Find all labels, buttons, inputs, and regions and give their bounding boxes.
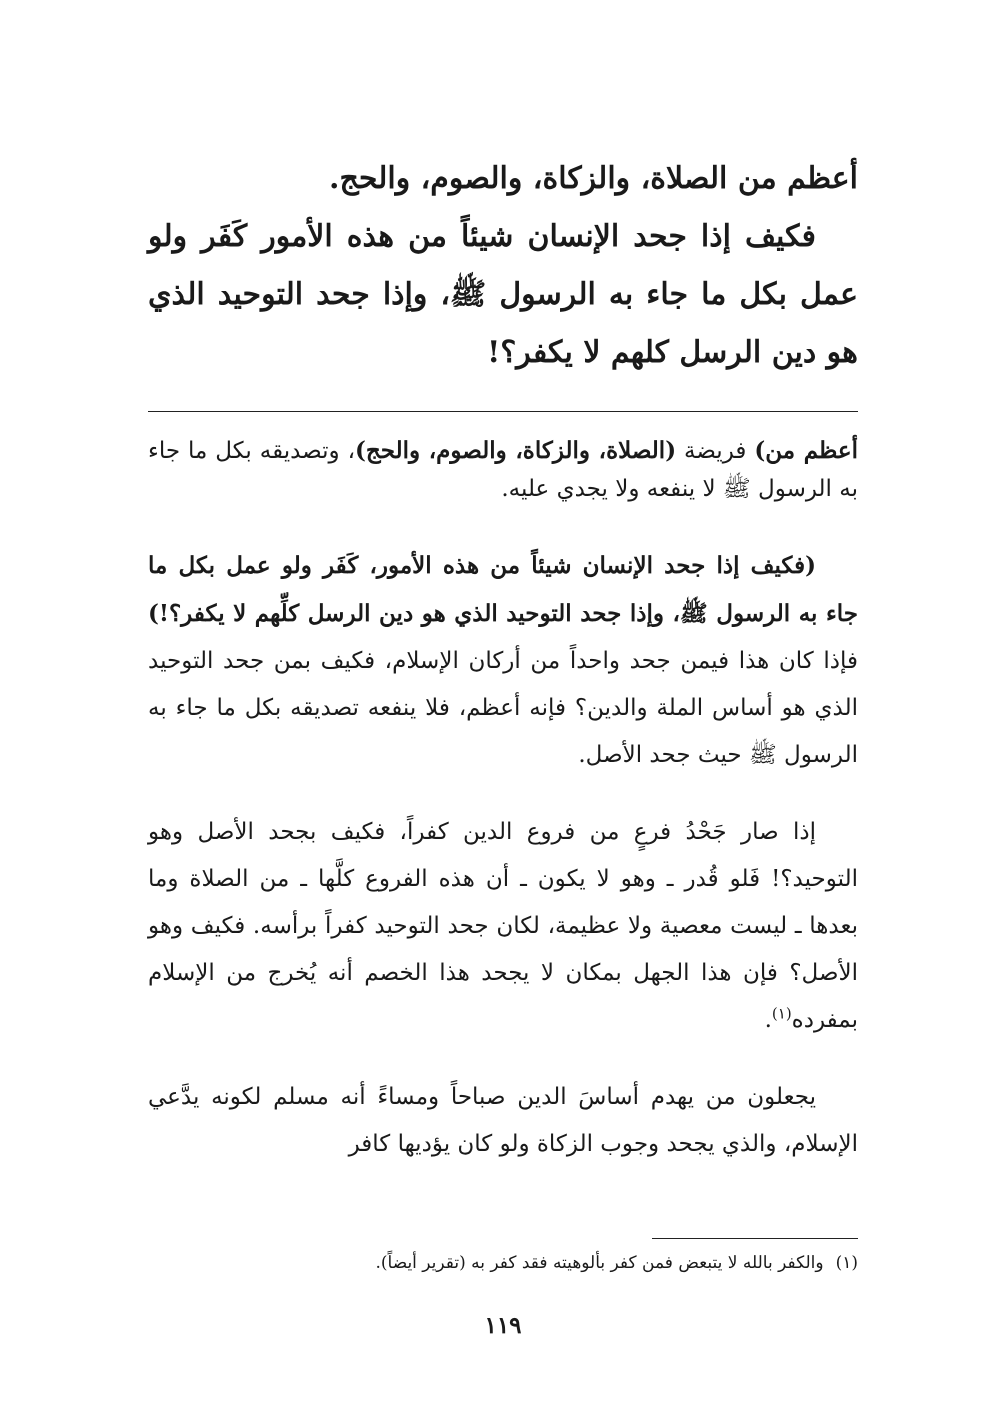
quoted-matn: (الصلاة، والزكاة، والصوم، والحج) [355, 437, 677, 464]
commentary-text: فريضة [676, 438, 755, 464]
commentary-text: إذا صار جَحْدُ فرعٍ من فروع الدين كفراً، فكيف بجحد الأصل وهو التوحيد؟! فَلو قُدر ـ وهو لا يكون ـ أن هذه الفروع كلَّها ـ من الصلاة وما بعدها ـ ليست معصية ولا عظيمة، لكان جحد التوحيد كفراً برأسه. فكيف وهو الأصل؟ فإن هذا الجهل بمكان لا يجحد هذا الخصم أنه يُخرج من الإسلام بمفرده [148, 819, 858, 1033]
quoted-matn: (فكيف إذا جحد الإنسان شيئاً من هذه الأمور، كَفَر ولو عمل بكل ما جاء به الرسول ﷺ، وإذا جحد التوحيد الذي هو دين الرسل كلِّهم لا يكفر؟!) [148, 552, 858, 627]
matn-separator-rule [148, 411, 858, 412]
footnote-text: والكفر بالله لا يتبعض فمن كفر بألوهيته فقد كفر به (تقرير أيضاً). [375, 1253, 824, 1273]
commentary-text: ، وتصديقه بكل ما جاء به الرسول ﷺ لا ينفعه ولا يجدي عليه. [148, 438, 858, 502]
commentary-text: يجعلون من يهدم أساسَ الدين صباحاً ومساءً أنه مسلم لكونه يدَّعي الإسلام، والذي يجحد وجوب الزكاة ولو كان يؤديها كافر [148, 1084, 858, 1157]
commentary-paragraph-4 [148, 1074, 858, 1168]
footnote-number: (١) [835, 1253, 858, 1273]
commentary-paragraph-3 [148, 809, 858, 1044]
matn-line-2: فكيف إذا جحد الإنسان شيئاً من هذه الأمور كَفَر ولو عمل بكل ما جاء به الرسول ﷺ، وإذا جحد التوحيد الذي هو دين الرسل كلهم لا يكفر؟! [148, 219, 858, 370]
commentary-paragraph-2 [148, 542, 858, 779]
matn-line-1: أعظم من الصلاة، والزكاة، والصوم، والحج. [329, 161, 858, 196]
footnote [148, 1250, 858, 1276]
matn-block [148, 150, 858, 382]
page-number: ١١٩ [484, 1312, 522, 1339]
commentary-text: فإذا كان هذا فيمن جحد واحداً من أركان الإسلام، فكيف بمن جحد التوحيد الذي هو أساس الملة والدين؟ فإنه أعظم، فلا ينفعه تصديقه بكل ما جاء به الرسول ﷺ حيث جحد الأصل. [148, 648, 858, 768]
commentary-text-end: . [764, 1007, 772, 1033]
book-page [148, 0, 858, 1417]
quoted-matn: أعظم من) [754, 437, 858, 464]
commentary-paragraph-1 [148, 432, 858, 508]
footnote-reference[interactable]: (١) [771, 1004, 792, 1023]
footnote-separator-rule [652, 1238, 858, 1239]
commentary-block [148, 432, 858, 1198]
